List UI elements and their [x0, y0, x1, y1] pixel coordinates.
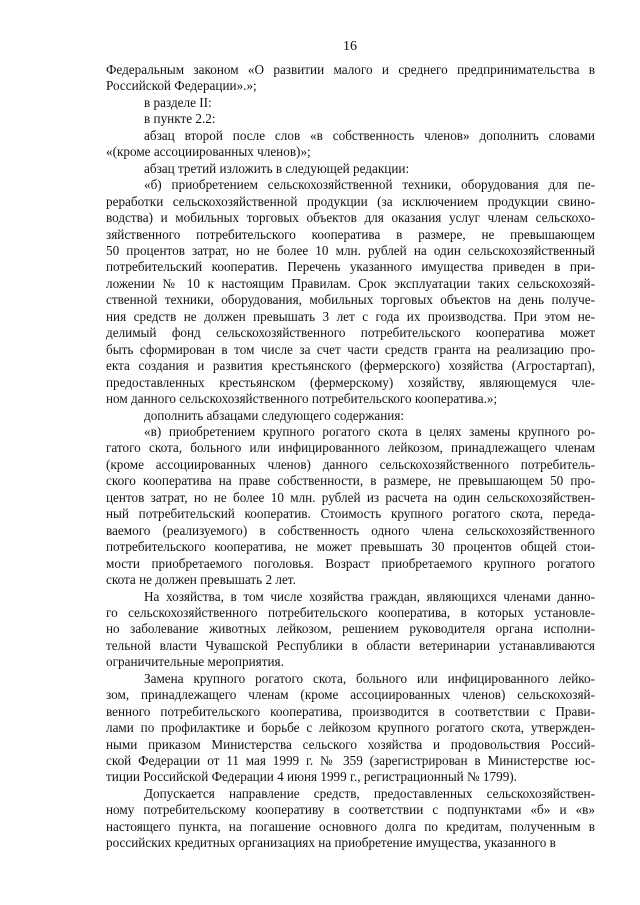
text-line: скота не должен превышать 2 лет. [106, 572, 296, 588]
text-line: ской Федерации от 11 мая 1999 г. № 359 (зарегистрирован в Министерстве юс- [106, 753, 595, 769]
paragraph [106, 161, 595, 177]
text-line: венного потребительского кооператива, производится в соответствии с Прави- [106, 703, 595, 719]
text-line: тиции Российской Федерации 4 июня 1999 г., регистрационный № 1799). [106, 769, 517, 785]
text-line: ния средств не должен превышать 3 лет с года их производства. При этом не- [106, 308, 595, 324]
text-line: предоставленных крестьянском (фермерскому) хозяйству, являющемуся чле- [106, 374, 595, 390]
text-line: тельной власти Чувашской Республики в области ветеринарии устанавливаются [106, 637, 595, 653]
text-line: ложении № 10 к настоящим Правилам. Срок эксплуатации таких сельскохозяй- [106, 275, 595, 291]
text-line: потребительского кооператива, не может превышать 30 процентов общей стои- [106, 539, 595, 555]
text-line: Федеральным законом «О развитии малого и среднего предпринимательства в [106, 62, 595, 77]
text-line: Замена крупного рогатого скота, больного или инфицированного лейко- [144, 670, 595, 686]
text-line: ограничительные мероприятия. [106, 654, 284, 670]
text-line: быть сформирован в том числе за счет части средств гранта на реализацию про- [106, 341, 595, 357]
page-number: 16 [343, 39, 357, 54]
text-line: дополнить абзацами следующего содержания: [144, 407, 405, 423]
text-line: ными приказом Министерства сельского хозяйства и продовольствия Россий- [106, 736, 595, 752]
text-line: абзац второй после слов «в собственность членов» дополнить словами [144, 127, 595, 143]
text-line: ского кооператива на праве собственности, в размере, не превышающем 50 про- [106, 473, 595, 489]
paragraph [106, 786, 595, 852]
paragraph [106, 408, 595, 424]
paragraph [106, 95, 595, 111]
text-line: мости приобретаемого поголовья. Возраст приобретаемого крупного рогатого [106, 555, 595, 571]
text-line: ный потребительский кооператив. Стоимость крупного рогатого скота, переда- [106, 506, 595, 522]
text-line: реработки сельскохозяйственной продукции (за исключением продукции свино- [106, 193, 595, 209]
text-line: в пункте 2.2: [144, 111, 216, 127]
text-line: зом, принадлежащего членам (кроме ассоциированных членов) сельскохозяй- [106, 687, 595, 703]
paragraph [106, 128, 595, 161]
text-line: потребительский кооператив. Перечень указанного имущества приведен в при- [106, 259, 595, 275]
text-line: Допускается направление средств, предоставленных сельскохозяйствен- [144, 785, 595, 801]
text-line: в разделе II: [144, 94, 212, 110]
text-line: российских кредитных организациях на приобретение имущества, указанного в [106, 835, 556, 851]
text-line: го сельскохозяйственного потребительского кооператива, в которых установле- [106, 604, 595, 620]
text-line: центов затрат, но не более 10 млн. рублей из расчета на один сельскохозяйствен- [106, 489, 595, 505]
text-line: (кроме ассоциированных членов) данного сельскохозяйственного потребитель- [106, 456, 595, 472]
text-line: зяйственного потребительского кооператива в размере, не превышающем [106, 226, 595, 242]
paragraph [106, 111, 595, 127]
text-line: лами по профилактике и борьбе с лейкозом крупного рогатого скота, утвержден- [106, 720, 595, 736]
paragraph [106, 62, 595, 95]
text-line: Российской Федерации».»; [106, 78, 257, 94]
text-line: На хозяйства, в том числе хозяйства граждан, являющихся членами данно- [144, 588, 595, 604]
paragraph [106, 589, 595, 671]
text-line: ном данного сельскохозяйственного потребительского кооператива.»; [106, 391, 498, 407]
text-line: делимый фонд сельскохозяйственного потребительского кооператива может [106, 325, 595, 341]
paragraph [106, 177, 595, 407]
text-line: 50 процентов затрат, но не более 10 млн. рублей на один сельскохозяйственный [106, 242, 595, 258]
paragraph [106, 671, 595, 786]
text-line: абзац третий изложить в следующей редакции: [144, 160, 410, 176]
text-line: «в) приобретением крупного рогатого скота в целях замены крупного ро- [144, 423, 595, 439]
text-line: ственной техники, оборудования, мобильных торговых объектов на день получе- [106, 292, 595, 308]
paragraph [106, 424, 595, 589]
text-line: екта создания и развития крестьянского (фермерского) хозяйства (Агростартап), [106, 358, 595, 374]
document-body [106, 62, 595, 852]
text-line: ному потребительскому кооперативу в соответствии с подпунктами «б» и «в» [106, 802, 595, 818]
text-line: ваемого (реализуемого) в собственность одного члена сельскохозяйственного [106, 522, 595, 538]
text-line: «(кроме ассоциированных членов)»; [106, 144, 311, 160]
text-line: гатого скота, больного или инфицированного лейкозом, принадлежащего членам [106, 440, 595, 456]
text-line: настоящего пункта, на погашение основного долга по кредитам, полученным в [106, 818, 595, 834]
text-line: «б) приобретением сельскохозяйственной техники, оборудования для пе- [144, 177, 595, 193]
text-line: водства) и мобильных торговых объектов для оказания услуг членам сельскохо- [106, 210, 595, 226]
text-line: но заболевание животных лейкозом, решением руководителя органа исполни- [106, 621, 595, 637]
